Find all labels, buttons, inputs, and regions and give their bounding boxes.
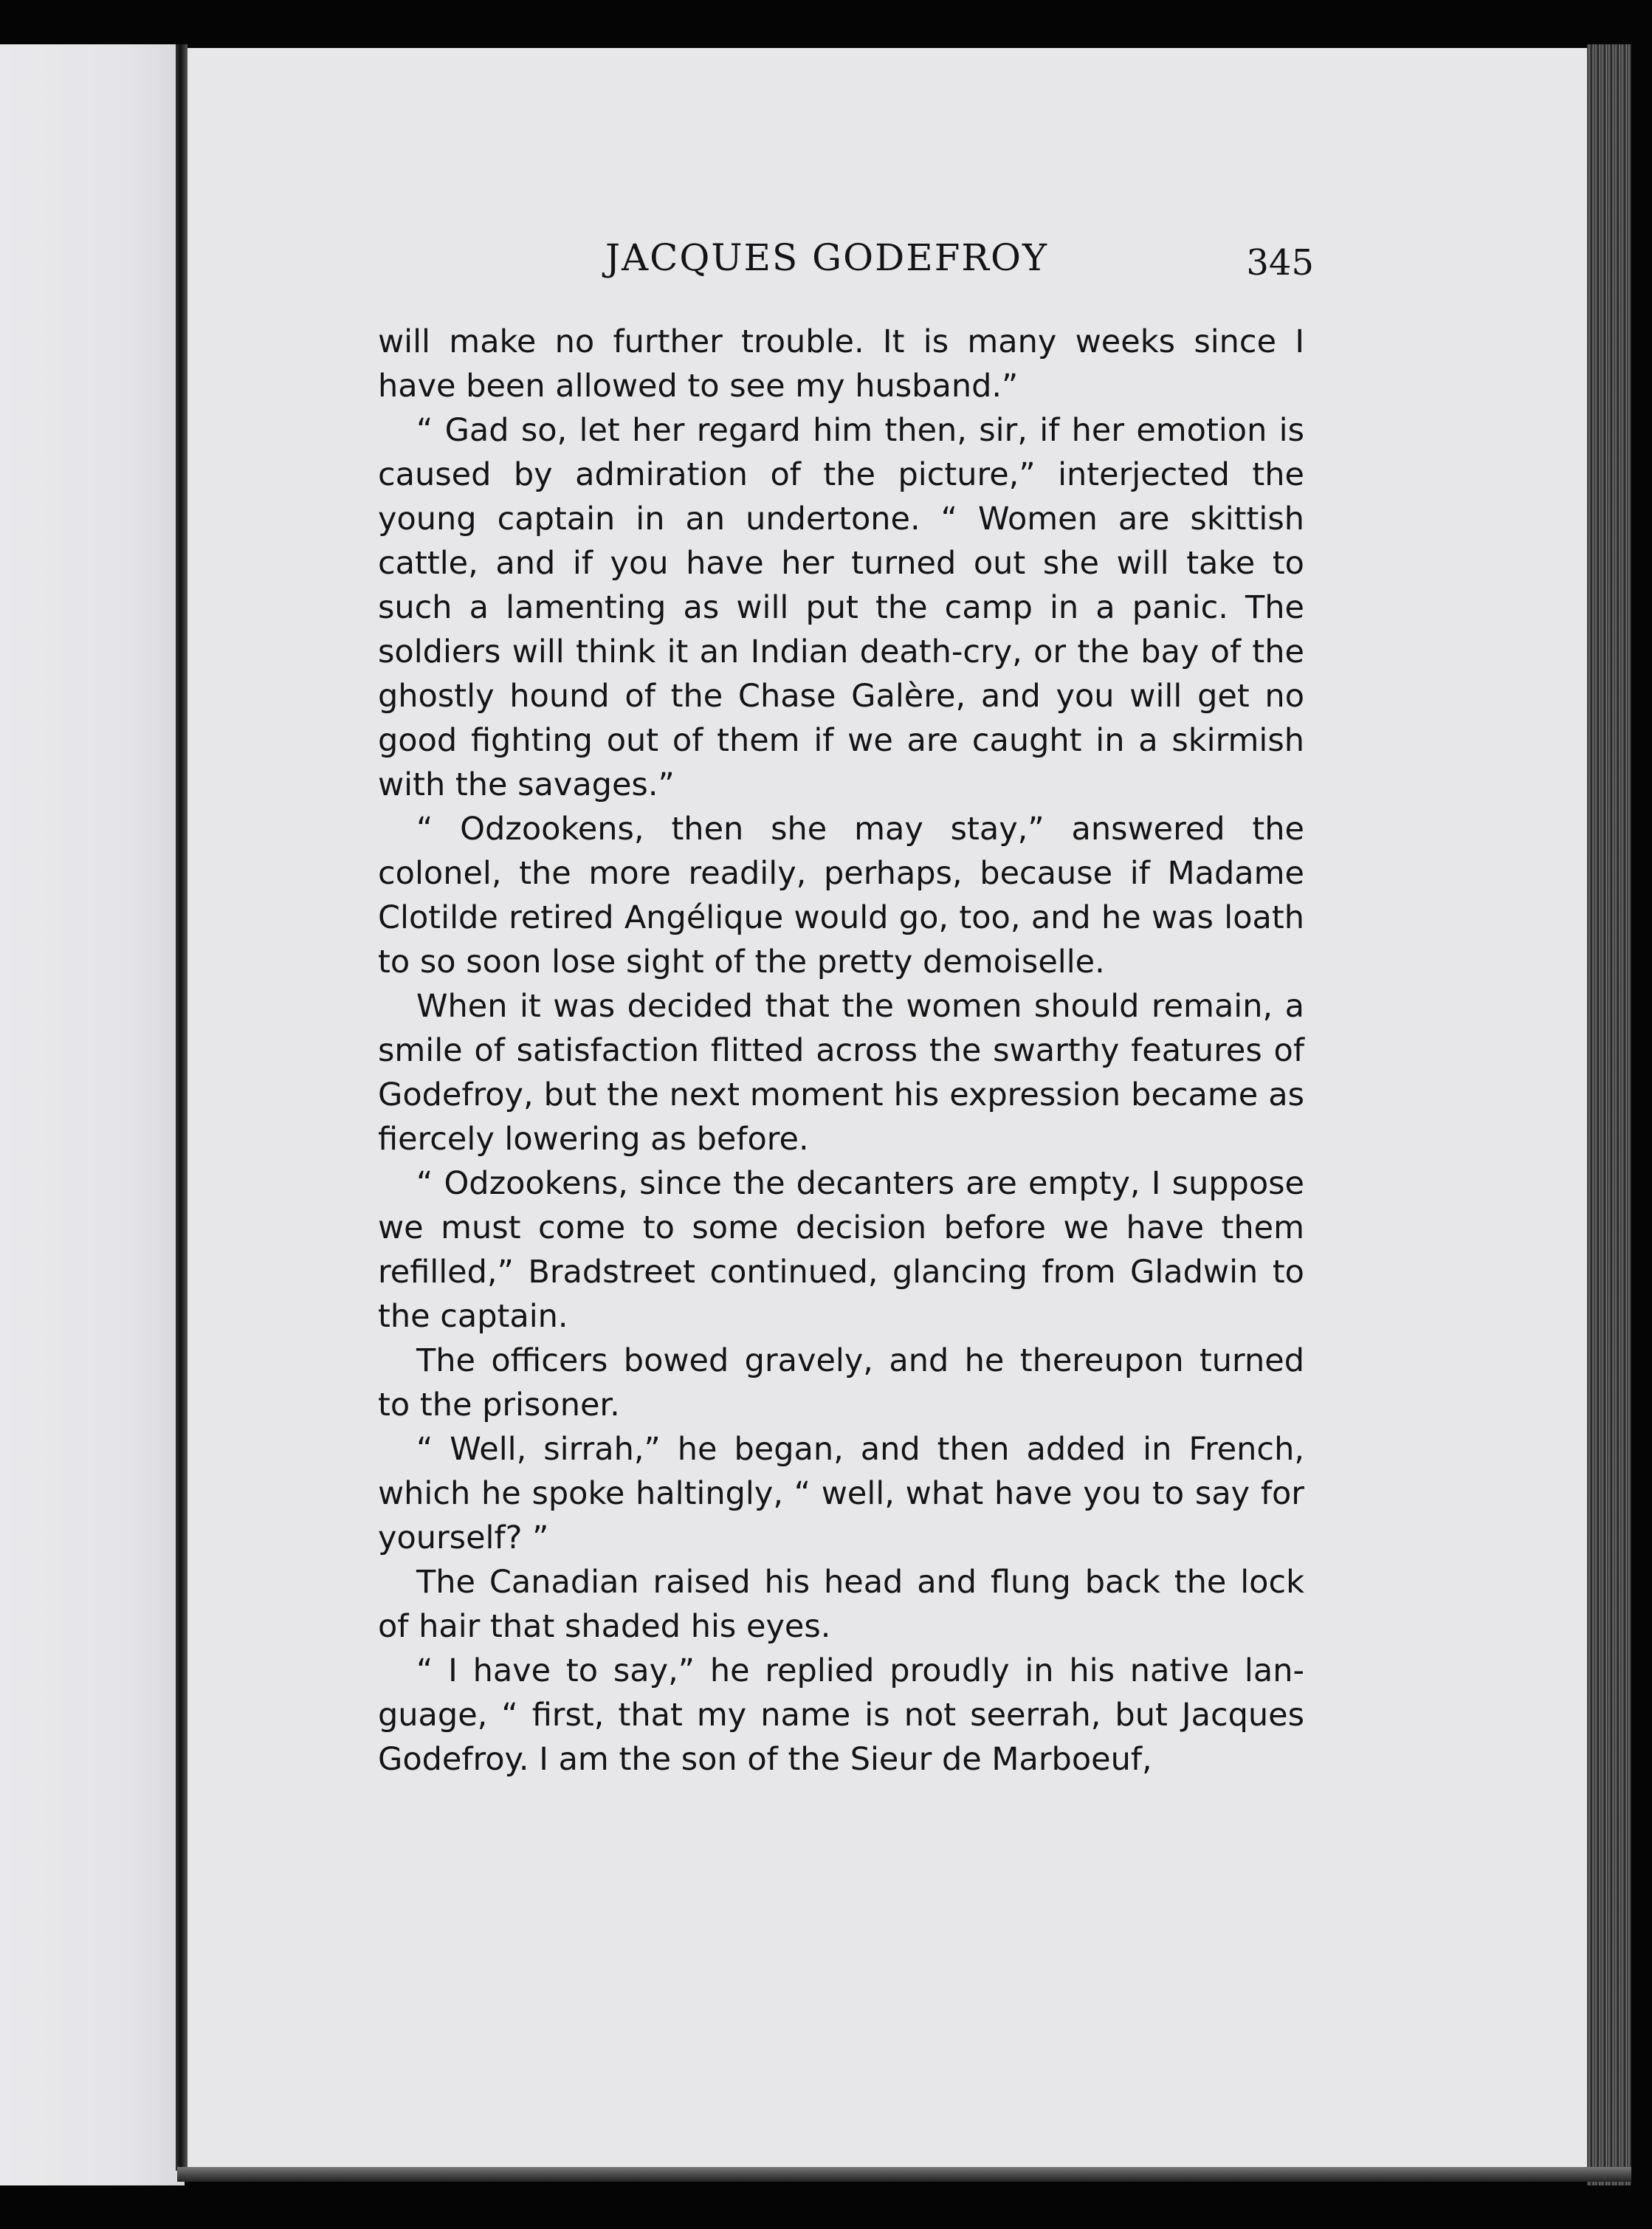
page-edges [1587,44,1631,2185]
paragraph: “ Gad so, let her regard him then, sir, if her emotion is caused by admiration of the picture,” interjected the young captain in an undertone. “ Women are skittish cattle, and if you have her turned out she will take to such a lamenting as will put the camp in a panic. The soldiers will think it an Indian death-cry, or the bay of the ghostly hound of the Chase Galère, and you will get no good fighting out of them if we are caught in a skirmish with the savages.” [378,412,1304,803]
paragraph: “ I have to say,” he replied proudly in his native language, “ first, that my name is not seerrah, but Jacques Godefroy. I am the son of the Sieur de Marboeuf, [378,1652,1304,1778]
body-text [378,320,1304,1782]
paragraph: The Canadian raised his head and flung back the lock of hair that shaded his eyes. [378,1564,1304,1645]
running-title: JACQUES GODEFROY [605,236,1049,279]
book-gutter [176,44,187,2171]
paragraph: “ Odzookens, then she may stay,” answered the colonel, the more readily, perhaps, because if Madame Clotilde retired Angélique would go, too, and he was loath to so soon lose sight of the pretty demoiselle. [378,811,1304,980]
bottom-page-edge [177,2167,1631,2182]
paragraph: will make no further trouble. It is many weeks since I have been allowed to see my husband.” [378,323,1304,405]
paragraph: When it was decided that the women should remain, a smile of satisfaction flitted across the swarthy features of Godefroy, but the next moment his expression became as fiercely lowering as before. [378,988,1304,1158]
left-page-edge [0,44,185,2185]
page-number: 345 [1246,242,1314,284]
paragraph: “ Well, sirrah,” he began, and then added in French, which he spoke haltingly, “ well, what have you to say for yourself? ” [378,1431,1304,1556]
paragraph: “ Odzookens, since the decanters are empty, I suppose we must come to some decision before we have them refilled,” Bradstreet continued, glancing from Gladwin to the captain. [378,1165,1304,1335]
paragraph: The officers bowed gravely, and he thereupon turned to the prisoner. [378,1342,1304,1423]
running-head [376,236,1314,295]
